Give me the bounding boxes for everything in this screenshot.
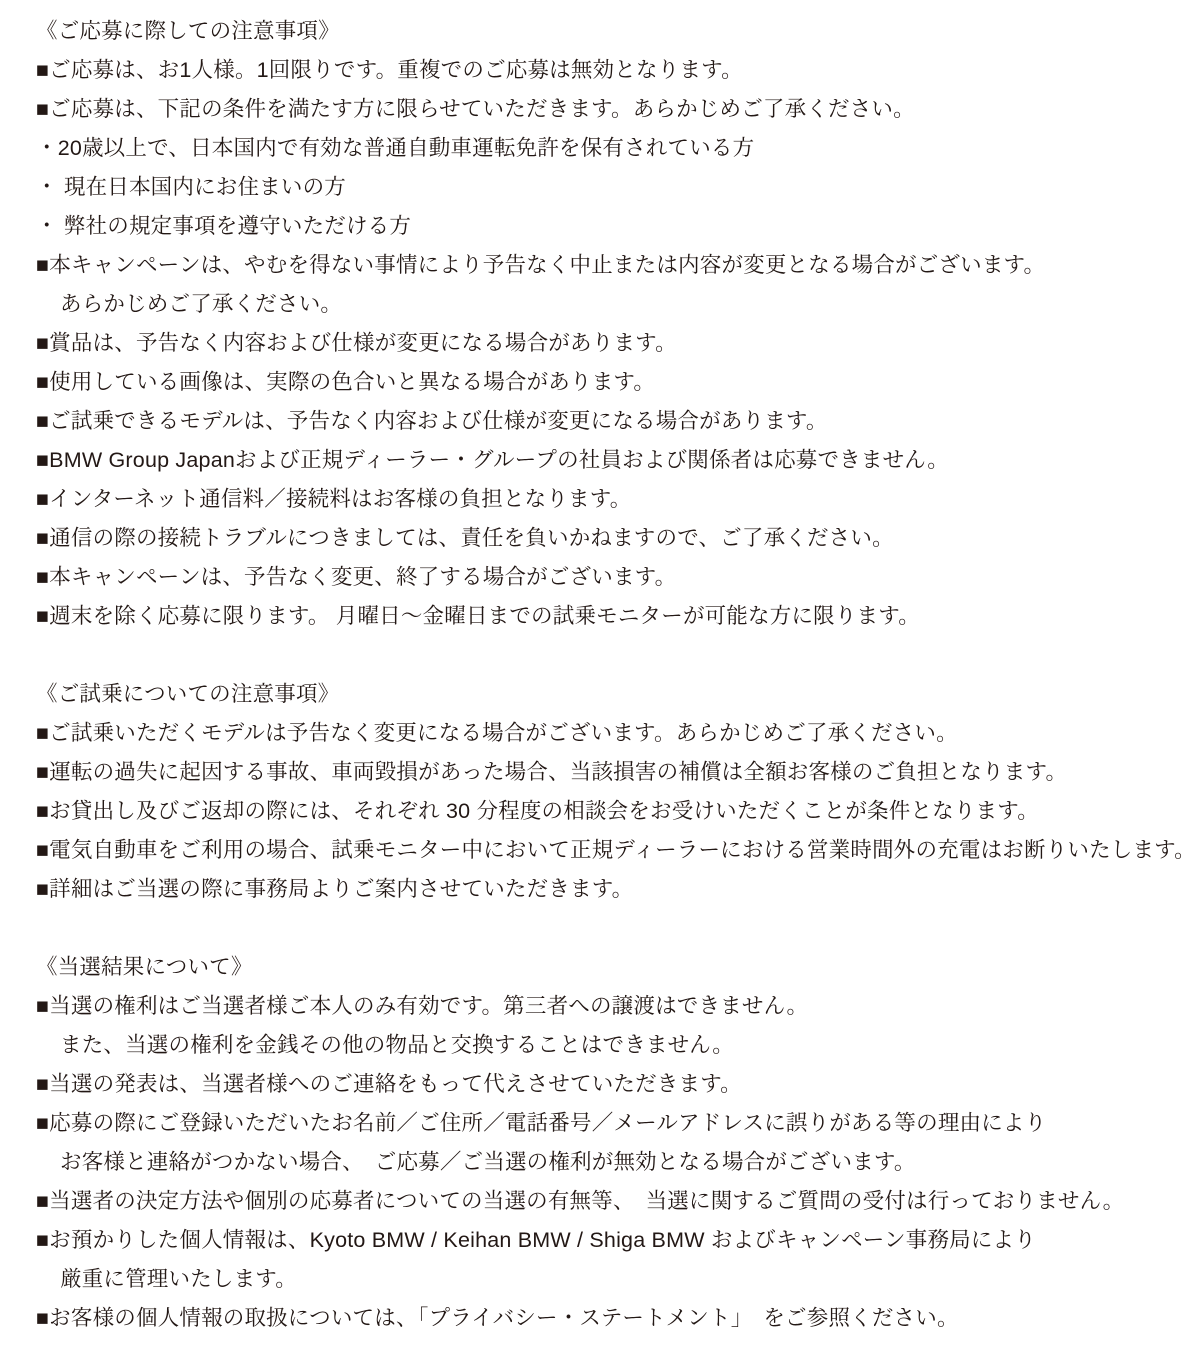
terms-section <box>36 12 1182 636</box>
terms-line: ■電気自動車をご利用の場合、試乗モニター中において正規ディーラーにおける営業時間外の充電はお断りいたします。 <box>36 838 1196 862</box>
terms-line: ■当選の発表は、当選者様へのご連絡をもって代えさせていただきます。 <box>36 1072 742 1096</box>
terms-sections-container <box>36 12 1196 1338</box>
terms-line: ■当選者の決定方法や個別の応募者についての当選の有無等、 当選に関するご質問の受付は行っておりません。 <box>36 1189 1125 1213</box>
terms-line: ■ご試乗いただくモデルは予告なく変更になる場合がございます。あらかじめご了承ください。 <box>36 721 958 745</box>
section-heading: 《当選結果について》 <box>36 955 253 979</box>
terms-section <box>36 948 1182 1338</box>
section-heading: 《ご応募に際しての注意事項》 <box>36 19 340 43</box>
terms-line: ■ご応募は、下記の条件を満たす方に限らせていただきます。あらかじめご了承ください。 <box>36 97 915 121</box>
terms-line: ■お貸出し及びご返却の際には、それぞれ 30 分程度の相談会をお受けいただくことが条件となります。 <box>36 799 1039 823</box>
terms-line: ■本キャンペーンは、やむを得ない事情により予告なく中止または内容が変更となる場合がございます。 <box>36 253 1046 277</box>
terms-line: ■お客様の個人情報の取扱については、「プライバシー・ステートメント」 をご参照ください。 <box>36 1306 959 1330</box>
terms-line: ■ご試乗できるモデルは、予告なく内容および仕様が変更になる場合があります。 <box>36 409 828 433</box>
terms-line: ■応募の際にご登録いただいたお名前／ご住所／電話番号／メールアドレスに誤りがある等の理由により <box>36 1111 1047 1135</box>
terms-line: ■通信の際の接続トラブルにつきましては、責任を負いかねますので、ご了承ください。 <box>36 526 894 550</box>
terms-line: ・20歳以上で、日本国内で有効な普通自動車運転免許を保有されている方 <box>36 136 755 160</box>
terms-line: ■お預かりした個人情報は、Kyoto BMW / Keihan BMW / Shiga BMW およびキャンペーン事務局により <box>36 1228 1036 1252</box>
terms-line: ■ご応募は、お1人様。1回限りです。重複でのご応募は無効となります。 <box>36 58 743 82</box>
terms-line: ■週末を除く応募に限ります。 月曜日～金曜日までの試乗モニターが可能な方に限ります。 <box>36 604 920 628</box>
terms-line: お客様と連絡がつかない場合、 ご応募／ご当選の権利が無効となる場合がございます。 <box>60 1150 916 1174</box>
section-heading: 《ご試乗についての注意事項》 <box>36 682 340 706</box>
terms-line: ■BMW Group Japanおよび正規ディーラー・グループの社員および関係者は応募できません。 <box>36 448 949 472</box>
terms-line: ■当選の権利はご当選者様ご本人のみ有効です。第三者への譲渡はできません。 <box>36 994 809 1018</box>
terms-line: また、当選の権利を金銭その他の物品と交換することはできません。 <box>60 1033 734 1057</box>
terms-line: ■本キャンペーンは、予告なく変更、終了する場合がございます。 <box>36 565 677 589</box>
terms-line: ■使用している画像は、実際の色合いと異なる場合があります。 <box>36 370 656 394</box>
terms-line: 厳重に管理いたします。 <box>60 1267 297 1291</box>
terms-line: ・ 弊社の規定事項を遵守いただける方 <box>36 214 412 238</box>
terms-line: ・ 現在日本国内にお住まいの方 <box>36 175 346 199</box>
terms-line: ■詳細はご当選の際に事務局よりご案内させていただきます。 <box>36 877 634 901</box>
terms-section <box>36 675 1196 909</box>
terms-line: ■インターネット通信料／接続料はお客様の負担となります。 <box>36 487 632 511</box>
terms-line: あらかじめご了承ください。 <box>60 292 343 316</box>
terms-line: ■運転の過失に起因する事故、車両毀損があった場合、当該損害の補償は全額お客様のご負担となります。 <box>36 760 1068 784</box>
terms-line: ■賞品は、予告なく内容および仕様が変更になる場合があります。 <box>36 331 677 355</box>
